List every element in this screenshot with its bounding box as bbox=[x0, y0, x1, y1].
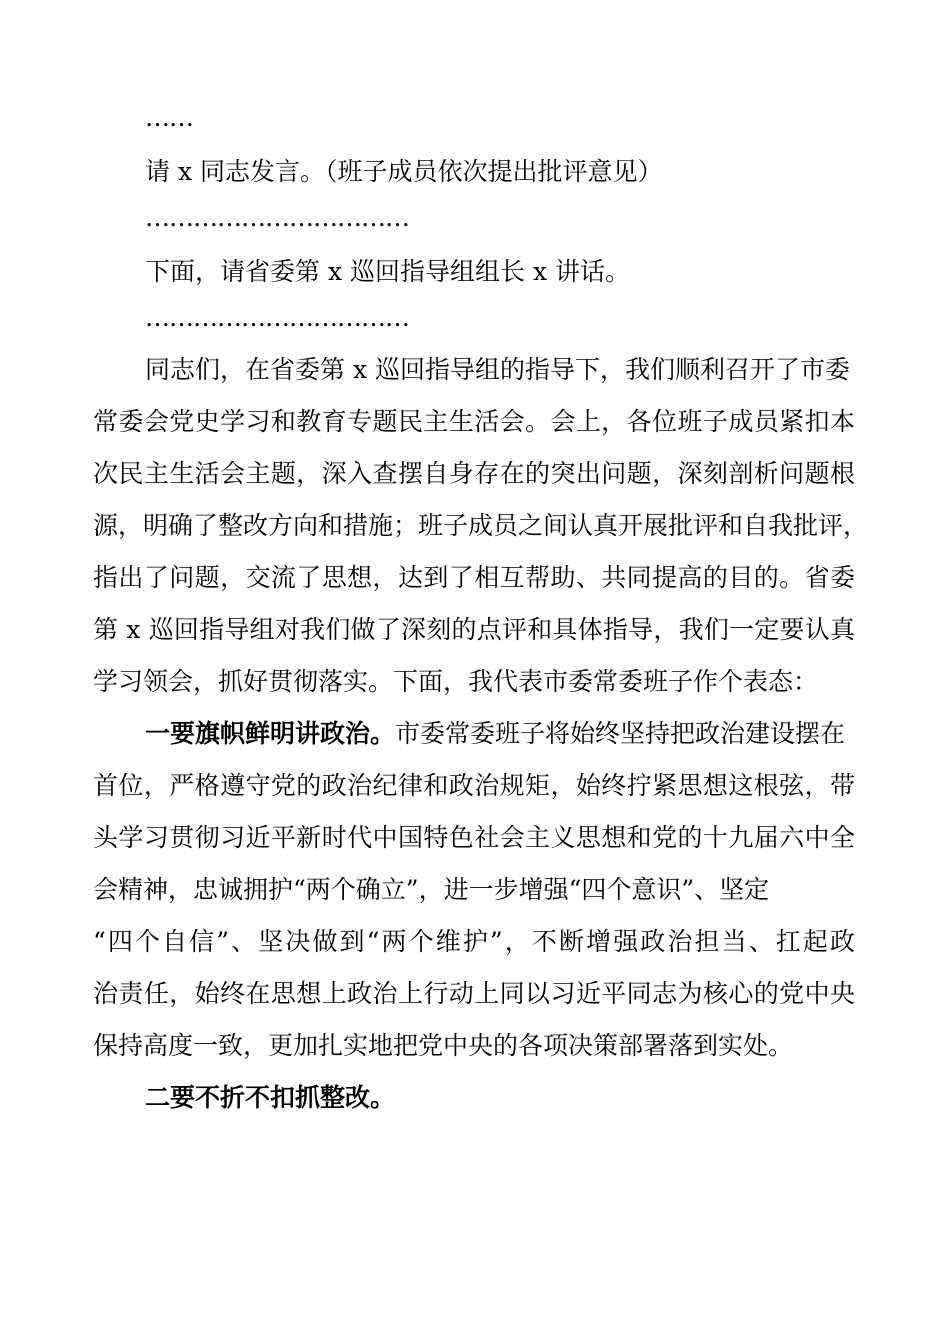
point-one-line: 治责任，始终在思想上政治上行动上同以习近平同志为核心的党中央 bbox=[93, 979, 855, 1008]
speaker-request: 请 x 同志发言。（班子成员依次提出批评意见） bbox=[145, 157, 663, 186]
point-one-line: 首位，严格遵守党的政治纪律和政治规矩，始终拧紧思想这根弦，带 bbox=[93, 771, 855, 800]
summary-line: 指出了问题，交流了思想，达到了相互帮助、共同提高的目的。省委 bbox=[93, 563, 855, 592]
point-one-line: 会精神，忠诚拥护“两个确立”，进一步增强“四个意识”、坚定 bbox=[93, 875, 770, 904]
point-one-heading: 一要旗帜鲜明讲政治。 bbox=[145, 719, 396, 748]
summary-line: 学习领会，抓好贯彻落实。下面，我代表市委常委班子作个表态： bbox=[93, 667, 819, 696]
point-two-line bbox=[0, 1080, 950, 1116]
point-one-line: 头学习贯彻习近平新时代中国特色社会主义思想和党的十九届六中全 bbox=[93, 823, 855, 852]
point-one-line bbox=[0, 716, 950, 752]
ellipsis-short: …… bbox=[145, 103, 193, 132]
summary-line: 同志们，在省委第 x 巡回指导组的指导下，我们顺利召开了市委 bbox=[145, 355, 850, 384]
leader-request: 下面，请省委第 x 巡回指导组组长 x 讲话。 bbox=[145, 257, 630, 286]
ellipsis-long-1: …………………………… bbox=[145, 203, 409, 232]
point-one-line: 保持高度一致，更加扎实地把党中央的各项决策部署落到实处。 bbox=[93, 1031, 794, 1060]
summary-line: 第 x 巡回指导组对我们做了深刻的点评和具体指导，我们一定要认真 bbox=[93, 615, 855, 644]
summary-line: 源，明确了整改方向和措施；班子成员之间认真开展批评和自我批评， bbox=[93, 511, 869, 540]
point-one-line: “四个自信”、坚决做到“两个维护”，不断增强政治担当、扛起政 bbox=[93, 927, 855, 956]
point-two-heading: 二要不折不扣抓整改。 bbox=[145, 1083, 396, 1112]
summary-line: 次民主生活会主题，深入查摆自身存在的突出问题，深刻剖析问题根 bbox=[93, 459, 855, 488]
ellipsis-long-2: …………………………… bbox=[145, 303, 409, 332]
point-one-text: 市委常委班子将始终坚持把政治建设摆在 bbox=[395, 719, 846, 748]
summary-line: 常委会党史学习和教育专题民主生活会。会上，各位班子成员紧扣本 bbox=[93, 407, 855, 436]
